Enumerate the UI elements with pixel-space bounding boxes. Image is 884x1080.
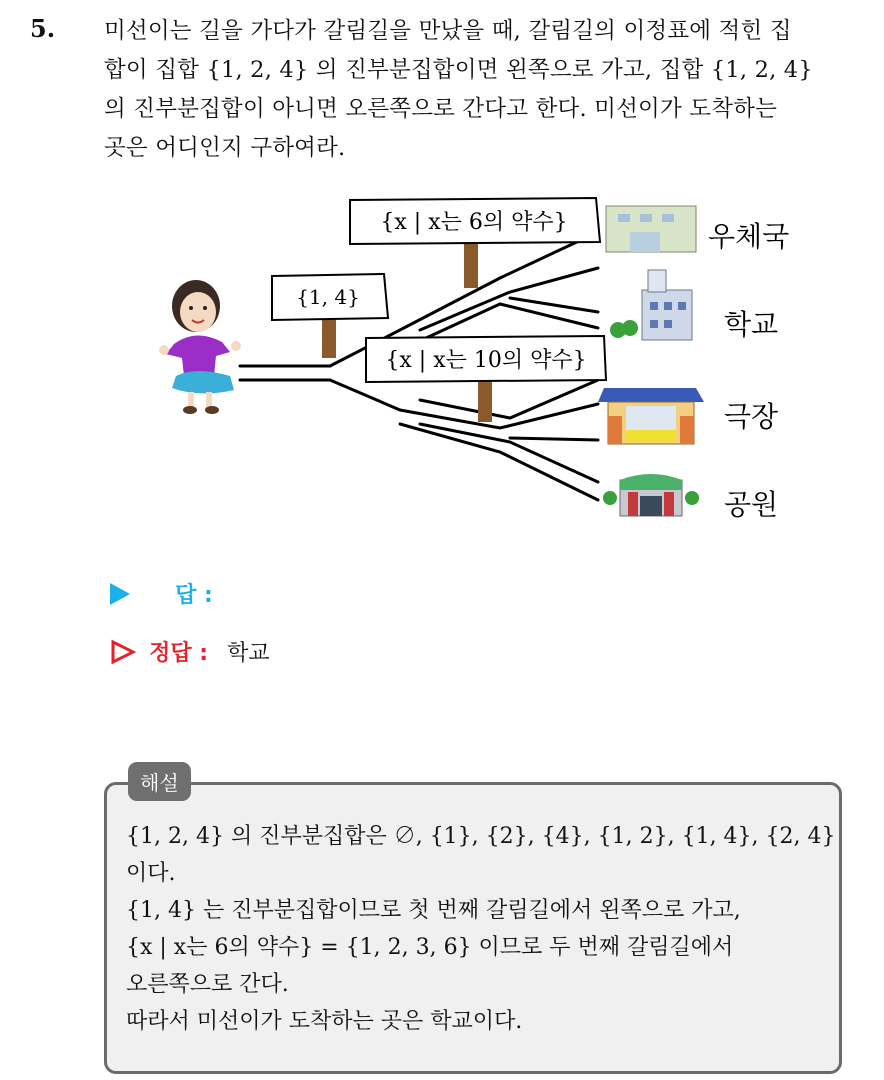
- explanation-line: 이다.: [126, 861, 176, 886]
- correct-answer-row: [110, 636, 270, 667]
- explanation-line: 오른쪽으로 간다.: [126, 972, 289, 997]
- question-line: 미선이는 길을 가다가 갈림길을 만났을 때, 갈림길의 이정표에 적힌 집: [104, 18, 792, 44]
- destination-theater: 극장: [724, 400, 779, 433]
- sign-post: [478, 378, 492, 422]
- girl-illustration: [159, 280, 241, 414]
- theater-icon: [598, 388, 704, 444]
- explanation-line: {x | x는 6의 약수} = {1, 2, 3, 6} 이므로 두 번째 갈림길에서: [126, 935, 734, 960]
- outline-triangle-icon: [110, 639, 136, 665]
- sign-first-label: {1, 4}: [296, 285, 360, 309]
- school-icon: [610, 270, 692, 340]
- question-text: [104, 12, 862, 168]
- explanation-text: [126, 818, 838, 1040]
- question-line: 의 진부분집합이 아니면 오른쪽으로 간다고 한다. 미선이가 도착하는: [104, 96, 777, 122]
- post-office-icon: [606, 206, 696, 252]
- destination-school: 학교: [724, 308, 779, 341]
- sign-post: [464, 242, 478, 288]
- sign-bottom-label: {x | x는 10의 약수}: [385, 348, 587, 373]
- question-line: 합이 집합 {1, 2, 4} 의 진부분집합이면 왼쪽으로 가고, 집합 {1, 2, 4}: [104, 57, 813, 83]
- park-icon: [603, 474, 699, 516]
- question-line: 곳은 어디인지 구하여라.: [104, 135, 346, 161]
- answer-label: 답 :: [175, 583, 213, 608]
- question-number: 5.: [30, 14, 56, 43]
- sign-first: [272, 274, 388, 320]
- crossroads-diagram: [0, 180, 884, 540]
- sign-top-label: {x | x는 6의 약수}: [380, 210, 568, 235]
- sign-post: [322, 320, 336, 358]
- sign-bottom: [366, 336, 606, 382]
- answer-row: [110, 578, 213, 609]
- destination-post-office: 우체국: [708, 220, 790, 253]
- explanation-line: {1, 4} 는 진부분집합이므로 첫 번째 갈림길에서 왼쪽으로 가고,: [126, 898, 741, 923]
- explanation-tag: 해설: [128, 762, 191, 801]
- sign-top: [350, 198, 600, 244]
- destination-park: 공원: [724, 488, 779, 521]
- explanation-line: {1, 2, 4} 의 진부분집합은 ∅, {1}, {2}, {4}, {1, 2}, {1, 4}, {2, 4}: [126, 824, 836, 849]
- play-triangle-icon: [110, 583, 130, 605]
- explanation-line: 따라서 미선이가 도착하는 곳은 학교이다.: [126, 1009, 523, 1034]
- correct-answer-value: 학교: [227, 641, 270, 666]
- correct-answer-label: 정답 :: [149, 641, 209, 666]
